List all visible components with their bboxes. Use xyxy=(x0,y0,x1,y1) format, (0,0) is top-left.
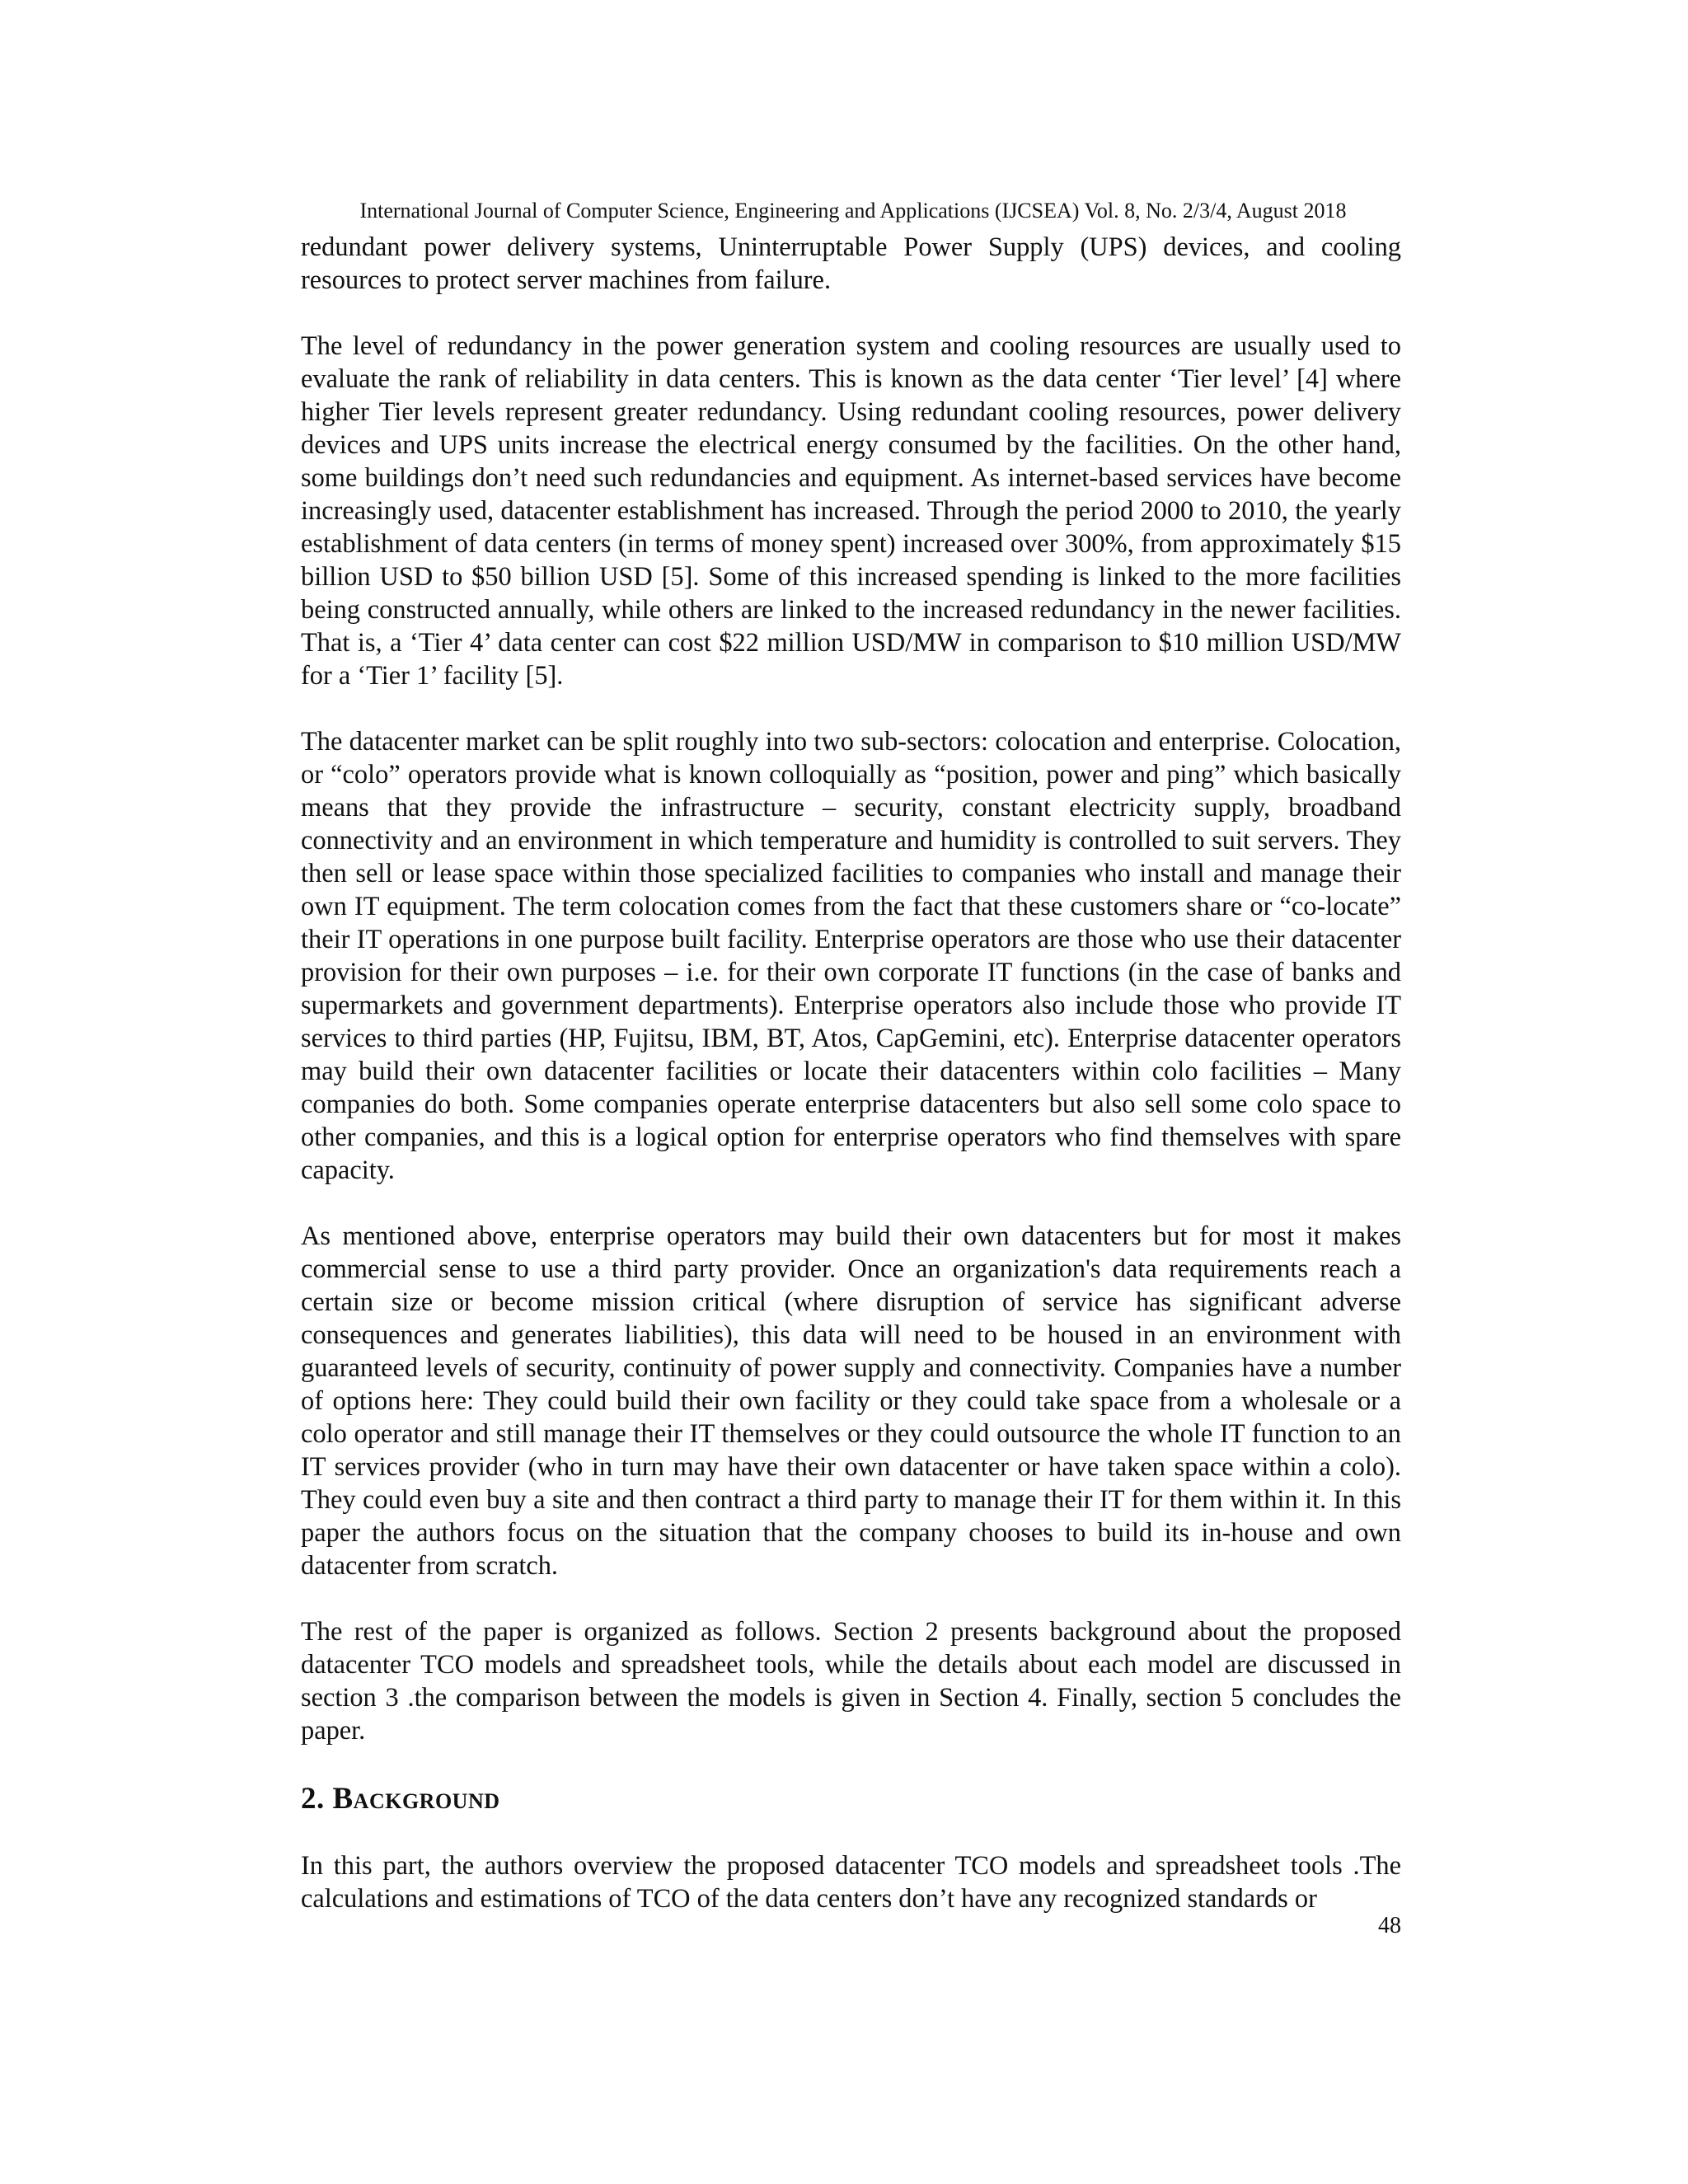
page-number: 48 xyxy=(1378,1913,1401,1938)
paragraph: As mentioned above, enterprise operators may build their own datacenters but for most it makes commercial sense to use a third party provider. Once an organization's data requirements reach a certain size or become mission critical (where disruption of service has significant adverse consequences and generates liabilities), this data will need to be housed in an environment with guaranteed levels of security, continuity of power supply and connectivity. Companies have a number of options here: They could build their own facility or they could take space from a wholesale or a colo operator and still manage their IT themselves or they could outsource the whole IT function to an IT services provider (who in turn may have their own datacenter or have taken space within a colo). They could even buy a site and then contract a third party to manage their IT for them within it. In this paper the authors focus on the situation that the company chooses to build its in-house and own datacenter from scratch. xyxy=(301,1221,1401,1581)
paragraph: The datacenter market can be split roughly into two sub-sectors: colocation and enterprise. Colocation, or “colo” operators provide what is known colloquially as “position, power and ping” which basically means that they provide the infrastructure – security, constant electricity supply, broadband connectivity and an environment in which temperature and humidity is controlled to suit servers. They then sell or lease space within those specialized facilities to companies who install and manage their own IT equipment. The term colocation comes from the fact that these customers share or “co-locate” their IT operations in one purpose built facility. Enterprise operators are those who use their datacenter provision for their own purposes – i.e. for their own corporate IT functions (in the case of banks and supermarkets and government departments). Enterprise operators also include those who provide IT services to third parties (HP, Fujitsu, IBM, BT, Atos, CapGemini, etc). Enterprise datacenter operators may build their own datacenter facilities or locate their datacenters within colo facilities – Many companies do both. Some companies operate enterprise datacenters but also sell some colo space to other companies, and this is a logical option for enterprise operators who find themselves with spare capacity. xyxy=(301,727,1401,1185)
paragraph: In this part, the authors overview the proposed datacenter TCO models and spreadsheet tools .The calculations and estimations of TCO of the data centers don’t have any recognized standards or xyxy=(301,1851,1401,1914)
body-text xyxy=(301,231,1401,1948)
running-header: International Journal of Computer Science, Engineering and Applications (IJCSEA) Vol. 8, No. 2/3/4, August 2018 xyxy=(359,199,1347,223)
paragraph: redundant power delivery systems, Uninterruptable Power Supply (UPS) devices, and cooling resources to protect server machines from failure. xyxy=(301,232,1401,295)
paragraph: The rest of the paper is organized as follows. Section 2 presents background about the proposed datacenter TCO models and spreadsheet tools, while the details about each model are discussed in section 3 .the comparison between the models is given in Section 4. Finally, section 5 concludes the paper. xyxy=(301,1617,1401,1746)
section-heading: 2. Background xyxy=(301,1782,500,1816)
paragraph: The level of redundancy in the power generation system and cooling resources are usually used to evaluate the rank of reliability in data centers. This is known as the data center ‘Tier level’ [4] where higher Tier levels represent greater redundancy. Using redundant cooling resources, power delivery devices and UPS units increase the electrical energy consumed by the facilities. On the other hand, some buildings don’t need such redundancies and equipment. As internet-based services have become increasingly used, datacenter establishment has increased. Through the period 2000 to 2010, the yearly establishment of data centers (in terms of money spent) increased over 300%, from approximately $15 billion USD to $50 billion USD [5]. Some of this increased spending is linked to the more facilities being constructed annually, while others are linked to the increased redundancy in the newer facilities. That is, a ‘Tier 4’ data center can cost $22 million USD/MW in comparison to $10 million USD/MW for a ‘Tier 1’ facility [5]. xyxy=(301,331,1401,691)
